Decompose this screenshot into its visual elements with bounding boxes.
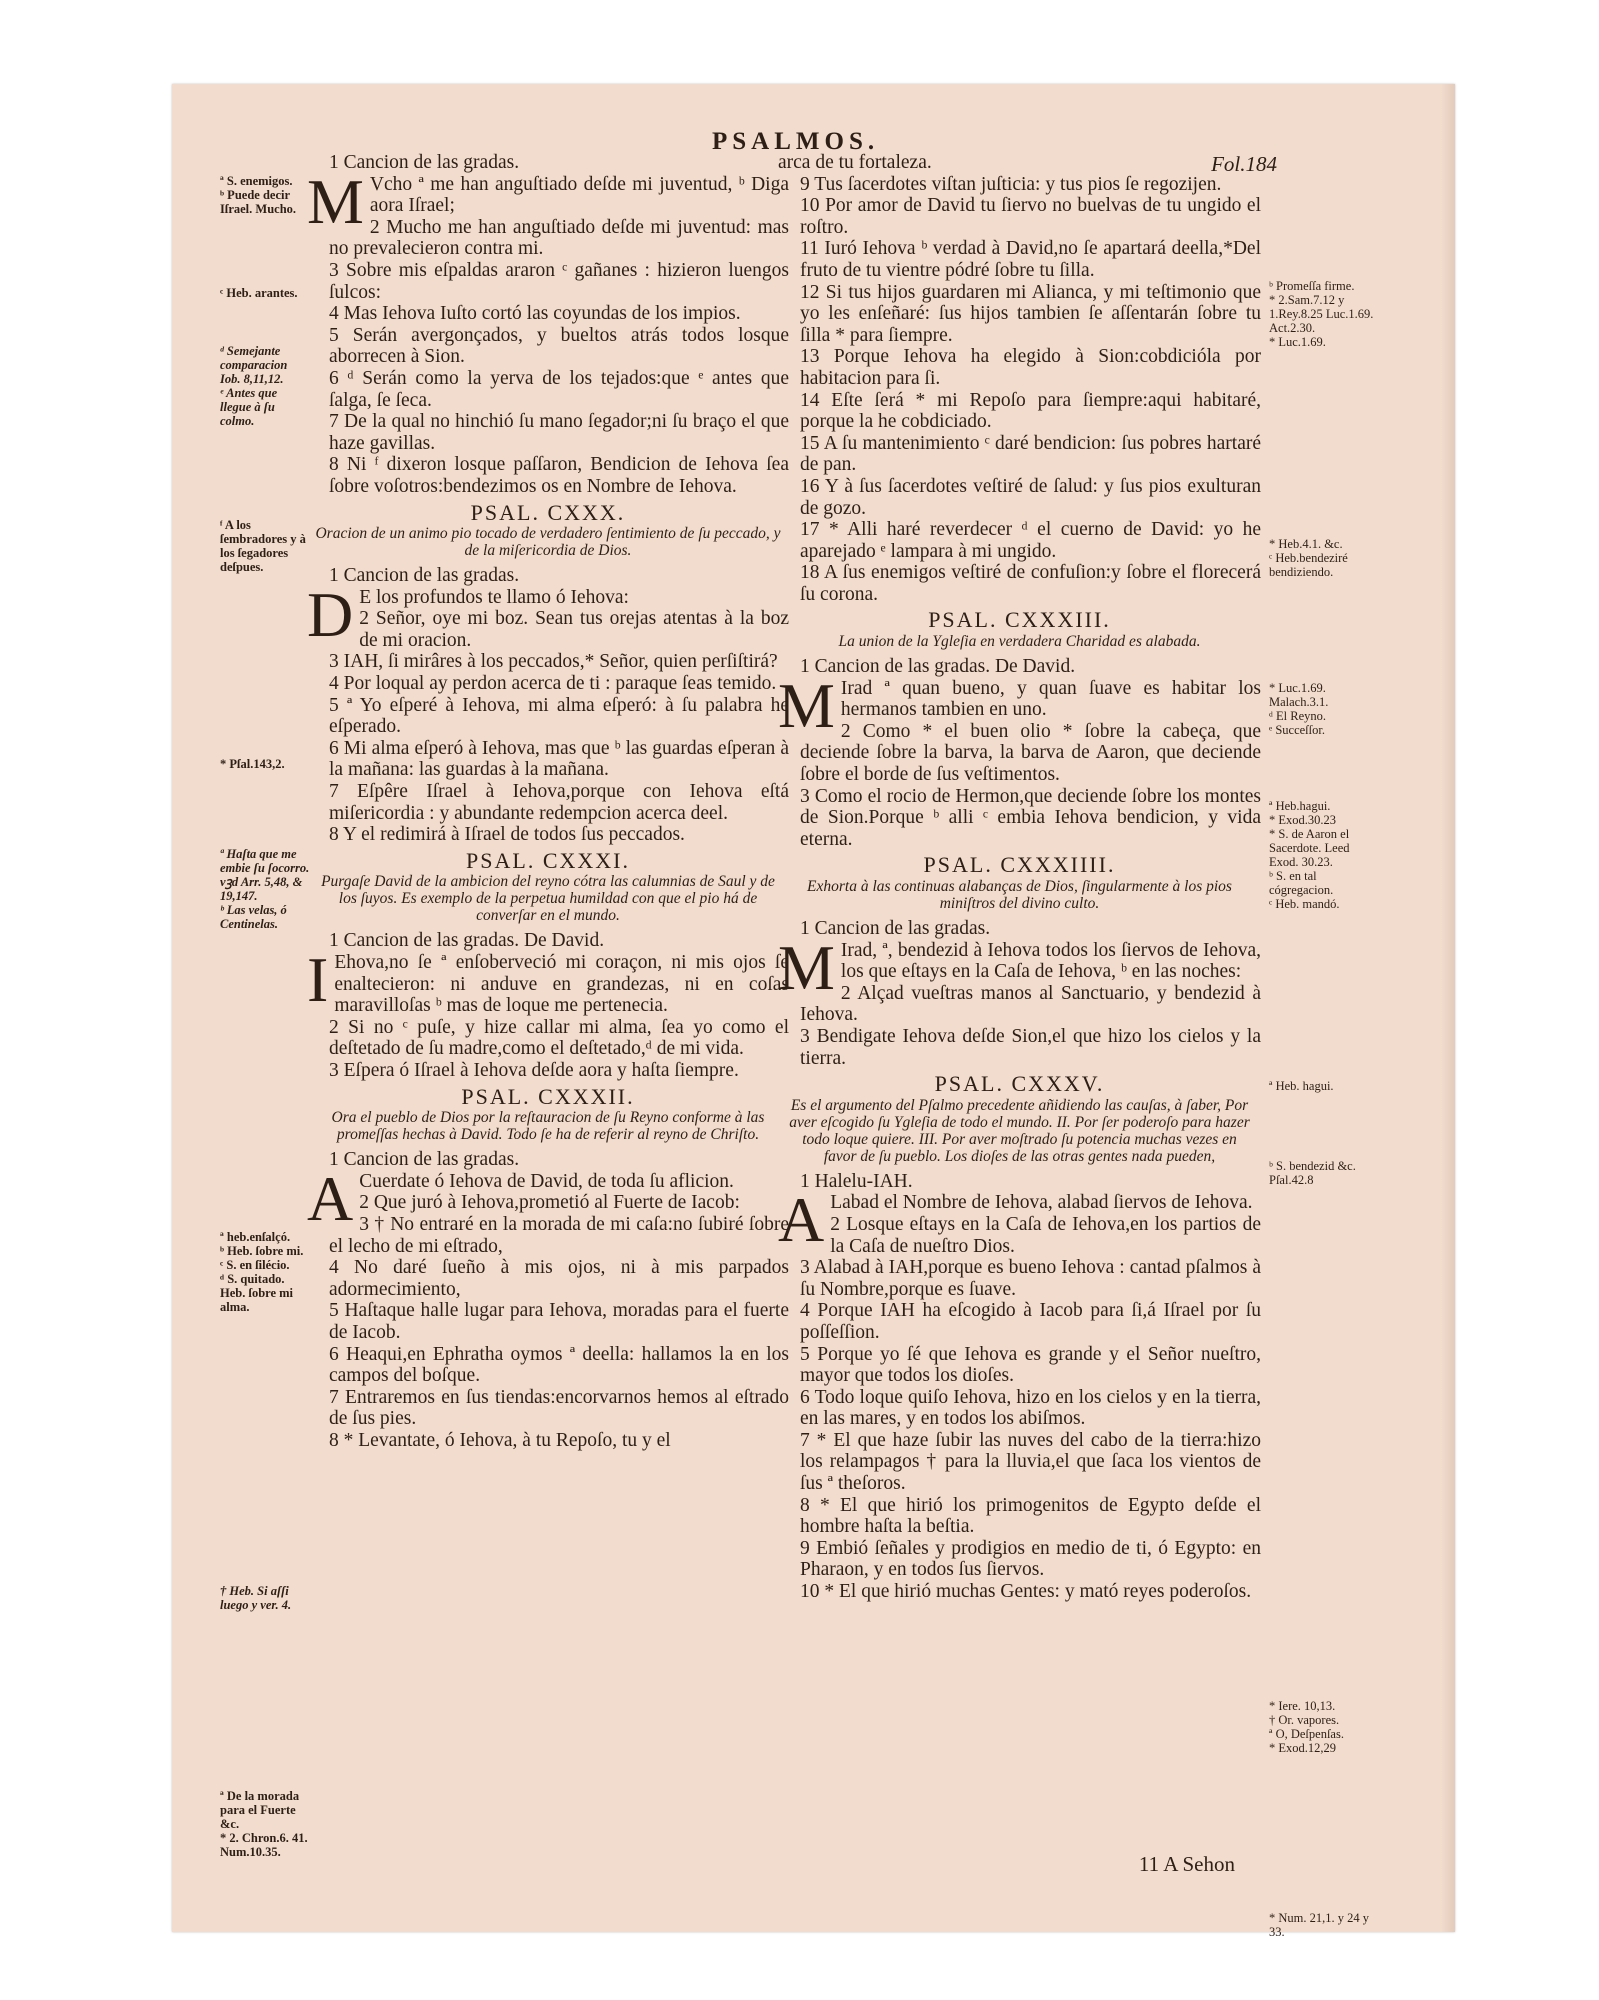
- verse: 3 † No entraré en la morada de mi caſa:no ſubiré ſobre el lecho de mi eſtrado,: [329, 1213, 789, 1257]
- psalm-heading: PSAL. CXXXI.: [466, 847, 630, 873]
- verse: 5 Haſtaque halle lugar para Iehova, moradas para el fuerte de Iacob.: [329, 1300, 789, 1343]
- drop-cap: M: [778, 669, 835, 741]
- verse: 2 Que juró à Iehova,prometió al Fuerte de Iacob:: [359, 1192, 740, 1214]
- left-column: [307, 152, 789, 1451]
- verse: 7 * El que haze ſubir las nuves del cabo de la tierra:hizo los relampagos † para la lluvia,el que ſaca los vientos de ſus ª theſoros.: [800, 1429, 1261, 1495]
- verse: 3 Como el rocio de Hermon,que deciende ſobre los montes de Sion.Porque ᵇ alli ᶜ embia Iehova bendicion, y vida eterna.: [800, 785, 1261, 850]
- psalm-argument: Oracion de un animo pio tocado de verdadero ſentimiento de ſu peccado, y de la miſericordia de Dios.: [315, 525, 781, 560]
- verse: 2 Como * el buen olio * ſobre la cabeça, que deciende ſobre la barva, la barva de Aaron, que deciende ſobre el borde de ſus veſtimentos.: [800, 720, 1261, 786]
- verse: 17 * Alli haré reverdecer ᵈ el cuerno de David: yo he aparejado ᵉ lampara à mi ungido.: [800, 519, 1261, 562]
- right-column: [778, 152, 1261, 1603]
- verse: 10 Por amor de David tu ſiervo no buelvas de tu ungido el roſtro.: [800, 195, 1261, 238]
- margin-note: * Luc.1.69. Malach.3.1. ᵈ El Reyno. ᵉ Succeſſor.: [1269, 681, 1329, 737]
- margin-note: ª Heb. hagui.: [1269, 1079, 1334, 1093]
- verse: 9 Embió ſeñales y prodigios en medio de ti, ó Egypto: en Pharaon, y en todos ſus ſiervos.: [800, 1537, 1261, 1581]
- margin-note: ᶜ Heb. arantes.: [220, 286, 298, 300]
- psalm-argument: Purgaſe David de la ambicion del reyno cótra las calumnias de Saul y de los ſuyos. Es exemplo de la perpetua humildad con que el pio há de converſar en el mundo.: [321, 873, 775, 925]
- verse-title: 1 Halelu-IAH.: [800, 1170, 913, 1192]
- drop-cap: I: [307, 944, 329, 1015]
- psalm-argument: La union de la Ygleſia en verdadera Charidad es alabada.: [838, 633, 1201, 651]
- margin-note: ª Haſta que me embie ſu ſocorro. vꝫd Arr. 5,48, & 19,147. ᵇ Las velas, ó Centinelas.: [220, 847, 310, 931]
- verse: 6 Mi alma eſperó à Iehova, mas que ᵇ las guardas eſperan à la mañana: las guardas à la mañana.: [329, 737, 789, 781]
- verse: 4 Mas Iehova Iuſto cortó las coyundas de los impios.: [329, 303, 741, 325]
- margin-note: ᵇ S. bendezid &c. Pſal.42.8: [1269, 1159, 1356, 1187]
- verse: 9 Tus ſacerdotes viſtan juſticia: y tus pios ſe regozijen.: [800, 173, 1222, 195]
- psalm-heading: PSAL. CXXX.: [470, 499, 626, 525]
- verse: 5 Serán avergonçados, y bueltos atrás todos losque aborrecen à Sion.: [329, 324, 789, 368]
- verse: 15 A ſu mantenimiento ᶜ daré bendicion: ſus pobres hartaré de pan.: [800, 432, 1261, 476]
- psalm-heading: PSAL. CXXXIIII.: [923, 852, 1116, 878]
- drop-cap: M: [778, 931, 835, 1003]
- drop-cap: A: [307, 1162, 354, 1234]
- margin-note: * Heb.4.1. &c. ᶜ Heb.bendeziré bendiziendo.: [1269, 537, 1348, 579]
- verse: 2 Losque eſtays en la Caſa de Iehova,en los partios de la Caſa de nueſtro Dios.: [830, 1213, 1261, 1257]
- margin-note: ᵈ Semejante comparacion Iob. 8,11,12. ᵉ Antes que llegue à ſu colmo.: [220, 344, 288, 428]
- verse: 5 ª Yo eſperé à Iehova, mi alma eſperó: à ſu palabra he eſperado.: [329, 694, 789, 738]
- verse: 14 Eſte ſerá * mi Repoſo para ſiempre:aqui habitaré, porque la he cobdiciado.: [800, 389, 1261, 433]
- margin-note: ª Heb.hagui. * Exod.30.23 * S. de Aaron el Sacerdote. Leed Exod. 30.23. ᵇ S. en tal cógregacion. ᶜ Heb. mandó.: [1269, 799, 1350, 911]
- verse: arca de tu fortaleza.: [778, 152, 932, 173]
- verse: E los profundos te llamo ó Iehova:: [359, 586, 629, 608]
- verse: 6 ᵈ Serán como la yerva de los tejados:que ᵉ antes que ſalga, ſe ſeca.: [329, 367, 789, 411]
- verse: 5 Porque yo ſé que Iehova es grande y el Señor nueſtro, mayor que todos los dioſes.: [800, 1343, 1261, 1387]
- psalm-heading: PSAL. CXXXIII.: [928, 607, 1111, 633]
- verse: 18 A ſus enemigos veſtiré de confuſion:y ſobre el florecerá ſu corona.: [800, 562, 1261, 605]
- margin-note: * Iere. 10,13. † Or. vapores. ª O, Deſpenſas. * Exod.12,29: [1269, 1699, 1344, 1755]
- verse: 2 Si no ᶜ puſe, y hize callar mi alma, ſea yo como el deſtetado de ſu madre,como el deſtetado,ᵈ de mi vida.: [329, 1016, 789, 1060]
- psalm-argument: Ora el pueblo de Dios por la reſtauracion de ſu Reyno conforme à las promeſſas hechas à David. Todo ſe ha de referir al reyno de Chriſto.: [331, 1109, 765, 1144]
- verse: 7 Eſpêre Iſrael à Iehova,porque con Iehova eſtá miſericordia : y abundante redempcion acerca deel.: [329, 781, 789, 824]
- verse: 7 De la qual no hinchió ſu mano ſegador;ni ſu braço el que haze gavillas.: [329, 411, 789, 454]
- verse: 11 Iuró Iehova ᵇ verdad à David,no ſe apartará deella,*Del fruto de tu vientre pódré ſobre tu ſilla.: [800, 238, 1261, 281]
- folio-number: Fol.184: [1211, 152, 1277, 176]
- verse: 13 Porque Iehova ha elegido à Sion:cobdicióla por habitacion para ſi.: [800, 346, 1261, 389]
- verse: 12 Si tus hijos guardaren mi Alianca, y mi teſtimonio que yo les enſeñaré: ſus hijos tambien ſe aſſentarán ſobre tu ſilla * para ſiempre.: [800, 281, 1261, 346]
- verse: 2 Alçad vueſtras manos al Sanctuario, y bendezid à Iehova.: [800, 982, 1261, 1026]
- verse: 3 Sobre mis eſpaldas araron ᶜ gañanes : hizieron luengos ſulcos:: [329, 259, 789, 303]
- drop-cap: M: [307, 165, 364, 237]
- book-page: [172, 84, 1455, 1939]
- verse: 6 Todo loque quiſo Iehova, hizo en los cielos y en la tierra, en las mares, y en todos los abiſmos.: [800, 1386, 1261, 1430]
- verse: Irad ª quan bueno, y quan ſuave es habitar los hermanos tambien en uno.: [840, 677, 1261, 721]
- verse: 3 Bendigate Iehova deſde Sion,el que hizo los cielos y la tierra.: [800, 1025, 1261, 1069]
- verse: 8 * El que hirió los primogenitos de Egypto deſde el hombre haſta la beſtia.: [800, 1494, 1261, 1538]
- verse: 6 Heaqui,en Ephratha oymos ª deella: hallamos la en los campos del boſque.: [329, 1343, 789, 1387]
- verse: Irad, ª, bendezid à Iehova todos los ſiervos de Iehova, los que eſtays en la Caſa de Iehova, ᵇ en las noches:: [840, 939, 1261, 983]
- verse: 8 Ni ᶠ dixeron losque paſſaron, Bendicion de Iehova ſea ſobre voſotros:bendezimos os en Nombre de Iehova.: [329, 454, 789, 497]
- verse: Cuerdate ó Iehova de David, de toda ſu aflicion.: [359, 1170, 734, 1192]
- drop-cap: D: [307, 578, 354, 650]
- margin-note: ª De la morada para el Fuerte &c. * 2. Chron.6. 41. Num.10.35.: [220, 1789, 308, 1859]
- verse: 4 No daré ſueño à mis ojos, ni à mis parpados adormecimiento,: [329, 1257, 789, 1300]
- verse: 16 Y à ſus ſacerdotes veſtiré de ſalud: y ſus pios exulturan de gozo.: [800, 475, 1261, 519]
- verse: 10 * El que hirió muchas Gentes: y mató reyes poderoſos.: [800, 1581, 1252, 1603]
- psalm-heading: PSAL. CXXXII.: [461, 1083, 635, 1109]
- verse: 3 Eſpera ó Iſrael à Iehova deſde aora y haſta ſiempre.: [329, 1059, 739, 1081]
- verse: 8 * Levantate, ó Iehova, à tu Repoſo, tu y el: [329, 1429, 671, 1451]
- running-head: PSALMOS.: [712, 128, 880, 155]
- verse: 2 Mucho me han anguſtiado deſde mi juventud: mas no prevalecieron contra mi.: [329, 216, 789, 260]
- verse: Ehova,no ſe ª enſoberveció mi coraçon, ni mis ojos ſe enaltecieron: ni anduve en grandezas, ni en coſas maravilloſas ᵇ mas de loque me pertenecia.: [334, 952, 789, 1017]
- verse: 2 Señor, oye mi boz. Sean tus orejas atentas à la boz de mi oracion.: [359, 608, 789, 651]
- psalm-argument: Exhorta à las continuas alabanças de Dios, ſingularmente à los pios miniſtros del divino culto.: [807, 878, 1232, 912]
- verse: Vcho ª me han anguſtiado deſde mi juventud, ᵇ Diga aora Iſrael;: [369, 173, 789, 217]
- verse-title: 1 Cancion de las gradas.: [329, 1149, 520, 1171]
- verse-title: 1 Cancion de las gradas.: [329, 152, 520, 173]
- verse-title: 1 Cancion de las gradas. De David.: [800, 656, 1076, 678]
- verse: 3 IAH, ſi mirâres à los peccados,* Señor, quien perſiſtirá?: [329, 651, 778, 673]
- margin-note: ª S. enemigos. ᵇ Puede decir Iſrael. Mucho.: [220, 174, 297, 216]
- margin-note: † Heb. Si aſſi luego y ver. 4.: [220, 1584, 292, 1612]
- margin-note: ᵇ Promeſſa firme. * 2.Sam.7.12 y 1.Rey.8.25 Luc.1.69. Act.2.30. * Luc.1.69.: [1269, 279, 1374, 349]
- verse: 3 Alabad à IAH,porque es bueno Iehova : cantad pſalmos à ſu Nombre,porque es ſuave.: [800, 1257, 1261, 1300]
- psalm-heading: PSAL. CXXXV.: [934, 1071, 1105, 1097]
- verse: 4 Porque IAH ha eſcogido à Iacob para ſi,á Iſrael por ſu poſſeſſion.: [800, 1300, 1261, 1343]
- drop-cap: A: [778, 1184, 825, 1256]
- verse: 8 Y el redimirá à Iſrael de todos ſus peccados.: [329, 824, 685, 846]
- margin-note: ᶠ A los ſembradores y à los ſegadores deſpues.: [220, 518, 306, 574]
- verse-title: 1 Cancion de las gradas.: [329, 565, 520, 587]
- verse: 4 Por loqual ay perdon acerca de ti : paraque ſeas temido.: [329, 673, 777, 695]
- verse: 7 Entraremos en ſus tiendas:encorvarnos hemos al eſtrado de ſus pies.: [329, 1386, 789, 1430]
- catchword: 11 A Sehon: [1138, 1852, 1235, 1876]
- margin-note: * Num. 21,1. y 24 y 33.: [1269, 1911, 1369, 1939]
- verse-title: 1 Cancion de las gradas. De David.: [329, 930, 605, 952]
- verse-title: 1 Cancion de las gradas.: [800, 918, 991, 939]
- margin-note: ª heb.enſalçó. ᵇ Heb. ſobre mi. ᶜ S. en ſilécio. ᵈ S. quitado. Heb. ſobre mi alma.: [220, 1230, 304, 1314]
- psalm-argument: Es el argumento del Pſalmo precedente añidiendo las cauſas, à ſaber, Por aver eſcogido ſu Ygleſia de todo el mundo. II. Por ſer poderoſo para hazer todo loque quiere. III. Por aver moſtrado ſu potencia muchas vezes en favor de ſu pueblo. Los dioſes de las otras gentes nada pueden,: [789, 1096, 1250, 1165]
- margin-note: * Pſal.143,2.: [220, 757, 285, 771]
- verse: Labad el Nombre de Iehova, alabad ſiervos de Iehova.: [830, 1192, 1253, 1214]
